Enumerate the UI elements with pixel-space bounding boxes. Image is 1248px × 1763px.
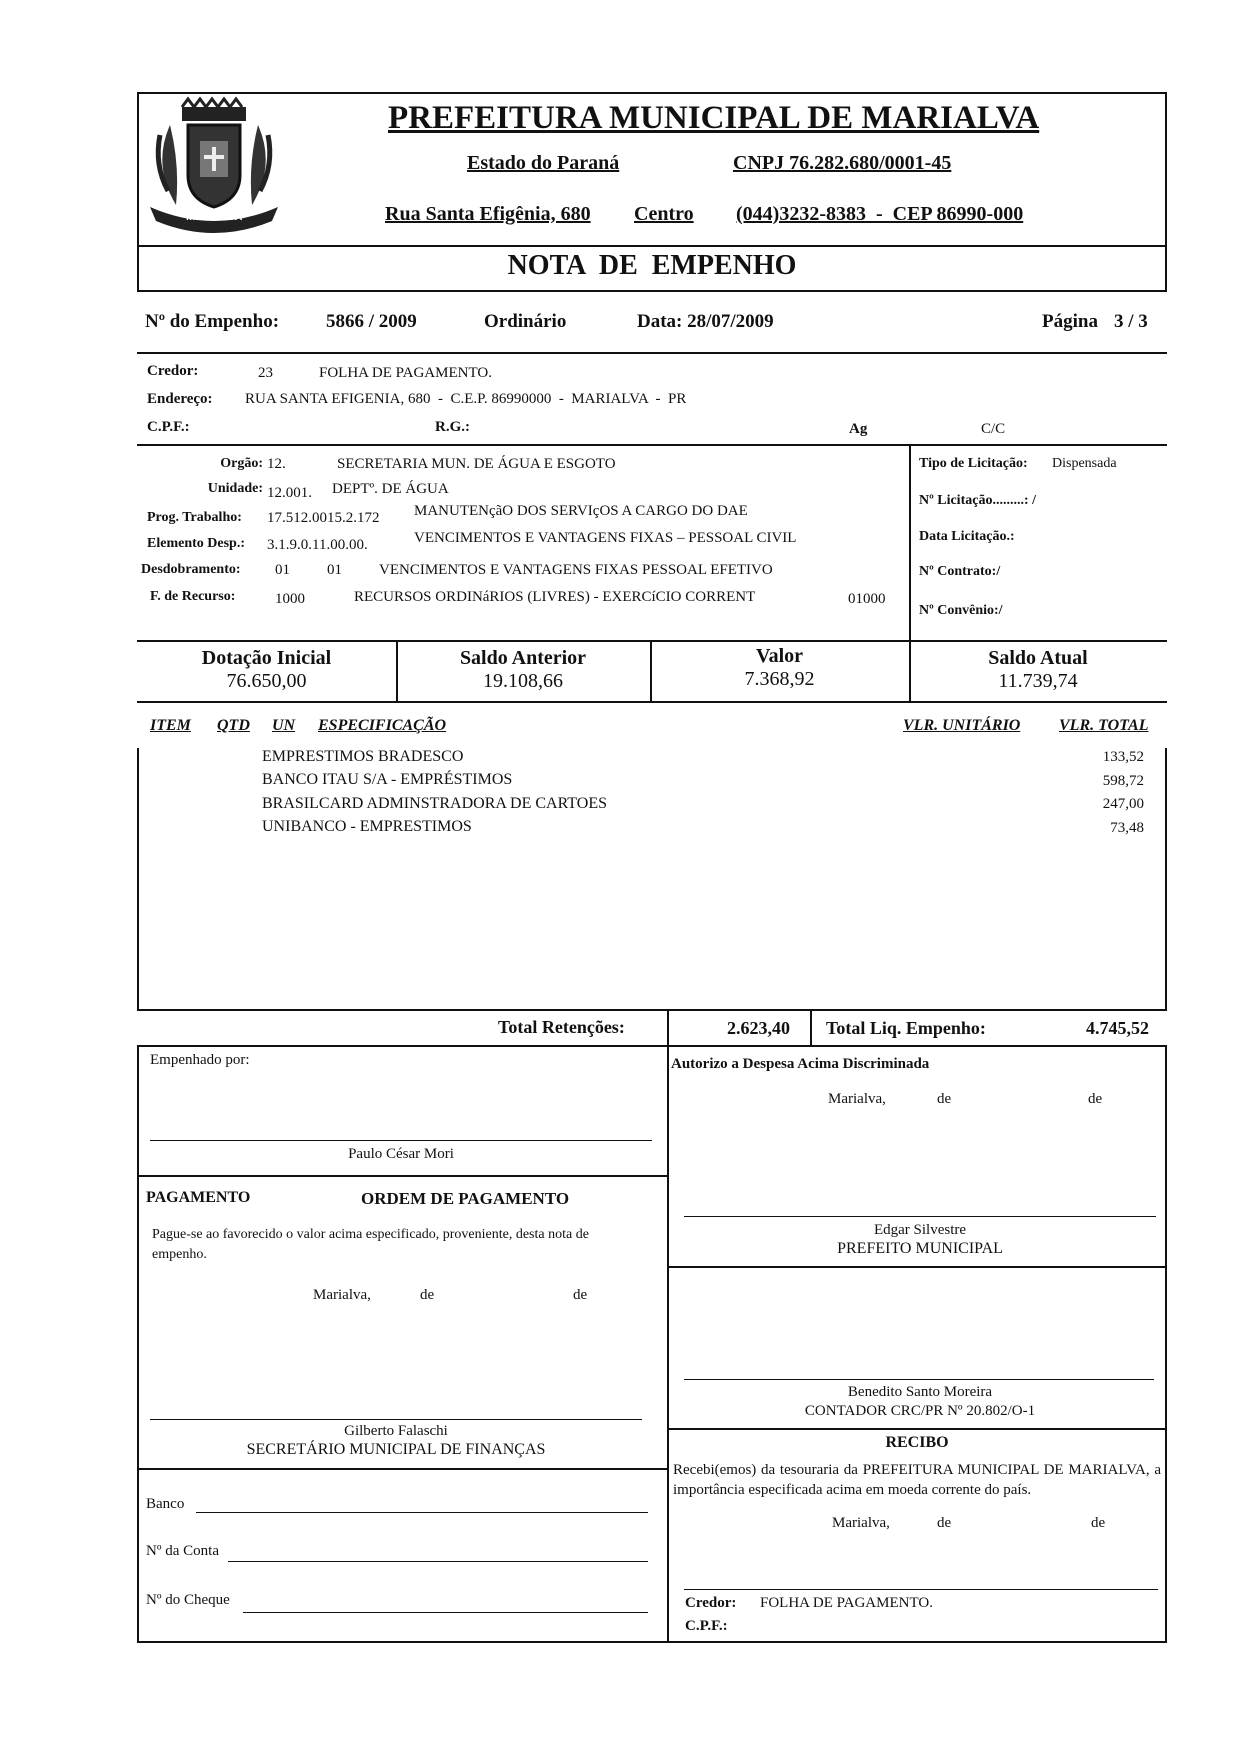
header-divider (137, 245, 1167, 247)
left-divider-2 (137, 1468, 667, 1470)
phone-cep-label: (044)3232-8383 - CEP 86990-000 (736, 203, 1024, 225)
empenho-label: Nº do Empenho: (145, 311, 280, 332)
recibo-cpf-label: C.P.F.: (685, 1618, 728, 1634)
col-qtd: QTD (217, 717, 250, 734)
cpf-label: C.P.F.: (147, 419, 190, 435)
recibo-title: RECIBO (885, 1434, 949, 1451)
col-especificacao: ESPECIFICAÇÃO (318, 717, 447, 734)
items-left-border (137, 748, 139, 1010)
estado-label: Estado do Paraná (467, 152, 620, 174)
autorizo-de-1: de (937, 1091, 952, 1107)
recurso-label: F. de Recurso: (150, 589, 236, 604)
list-item: BRASILCARD ADMINSTRADORA DE CARTOES (262, 795, 608, 812)
empenhado-por-label: Empenhado por: (150, 1052, 250, 1068)
elemento-name: VENCIMENTOS E VANTAGENS FIXAS – PESSOAL CIVIL (414, 530, 797, 546)
liq-label: Total Liq. Empenho: (826, 1018, 986, 1038)
dotacao-value: 76.650,00 (226, 670, 307, 692)
list-item-total: 73,48 (1110, 820, 1144, 836)
recibo-credor-label: Credor: (685, 1595, 737, 1611)
cheque-label: Nº do Cheque (146, 1592, 230, 1608)
list-item-total: 247,00 (1102, 796, 1144, 812)
contador-signature-line (684, 1379, 1154, 1380)
contador-nome: Benedito Santo Moreira (847, 1384, 993, 1400)
prog-trabalho-label: Prog. Trabalho: (147, 510, 242, 525)
saldo-atual-value: 11.739,74 (998, 670, 1078, 692)
footer-center-divider (667, 1045, 669, 1643)
items-right-border (1165, 748, 1167, 1010)
credor-name: FOLHA DE PAGAMENTO. (319, 365, 492, 381)
totals-bottom-line (137, 701, 1167, 703)
recibo-text: Recebi(emos) da tesouraria da PREFEITURA MUNICIPAL DE MARIALVA, a importância especificada acima em moeda corrente do país. (673, 1462, 1161, 1498)
budget-divider (909, 444, 911, 641)
prefeito-signature-line (684, 1216, 1156, 1217)
col-vlr-unitario: VLR. UNITÁRIO (903, 717, 1021, 734)
tipo-licitacao-value: Dispensada (1052, 456, 1117, 471)
credor-code: 23 (258, 365, 273, 381)
num-licitacao: Nº Licitação.........: / (919, 493, 1036, 508)
contador-cargo: CONTADOR CRC/PR Nº 20.802/O-1 (804, 1403, 1036, 1419)
prefeito-nome: Edgar Silvestre (873, 1222, 967, 1238)
ordem-pagamento-label: ORDEM DE PAGAMENTO (361, 1189, 570, 1208)
summary-bottom-line (137, 1045, 1167, 1047)
col-item: ITEM (150, 717, 191, 734)
desdobramento-code2: 01 (327, 562, 342, 578)
valor-label: Valor (755, 645, 804, 667)
document-title: NOTA DE EMPENHO (507, 250, 797, 281)
prefeitura-title: PREFEITURA MUNICIPAL DE MARIALVA (388, 100, 1040, 136)
desdobramento-label: Desdobramento: (141, 562, 241, 577)
empenhado-nome: Paulo César Mori (348, 1146, 454, 1162)
endereco-value: RUA SANTA EFIGENIA, 680 - C.E.P. 86990000 - MARIALVA - PR (245, 391, 687, 407)
endereco-label: Endereço: (147, 391, 213, 407)
rg-label: R.G.: (435, 419, 470, 435)
totals-top-line (137, 640, 1167, 642)
secretario-cargo: SECRETÁRIO MUNICIPAL DE FINANÇAS (246, 1441, 546, 1458)
recibo-credor-value: FOLHA DE PAGAMENTO. (760, 1595, 933, 1611)
autorizo-label: Autorizo a Despesa Acima Discriminada (671, 1056, 930, 1072)
secretario-signature-line (150, 1419, 642, 1420)
right-divider-1 (667, 1266, 1167, 1268)
conta-field[interactable] (228, 1561, 648, 1562)
ag-label: Ag (849, 421, 868, 437)
pagamento-de-1: de (420, 1287, 435, 1303)
cc-label: C/C (981, 421, 1006, 437)
saldo-anterior-label: Saldo Anterior (459, 647, 587, 669)
secretario-nome: Gilberto Falaschi (344, 1423, 448, 1439)
pague-se-text: Pague-se ao favorecido o valor acima especificado, proveniente, desta nota de empenho. (152, 1227, 589, 1262)
pagamento-marialva: Marialva, (313, 1287, 371, 1303)
list-item: EMPRESTIMOS BRADESCO (262, 748, 464, 765)
desdobramento-name: VENCIMENTOS E VANTAGENS FIXAS PESSOAL EFETIVO (379, 562, 773, 578)
autorizo-marialva: Marialva, (828, 1091, 886, 1107)
crest-banner-text: MARIALVA (186, 211, 243, 223)
num-convenio: Nº Convênio:/ (919, 603, 1003, 618)
empenho-type: Ordinário (484, 311, 567, 332)
recurso-name: RECURSOS ORDINáRIOS (LIVRES) - EXERCíCIO CORRENT (354, 589, 756, 605)
liq-value: 4.745,52 (1086, 1018, 1149, 1038)
valor-value: 7.368,92 (744, 668, 815, 690)
page-label: Página (1042, 311, 1098, 332)
list-item: BANCO ITAU S/A - EMPRÉSTIMOS (262, 771, 513, 788)
pagamento-label: PAGAMENTO (146, 1189, 251, 1206)
prog-trabalho-name: MANUTENçãO DOS SERVIçOS A CARGO DO DAE (414, 503, 748, 519)
recibo-signature-line (684, 1589, 1158, 1590)
municipal-crest-icon (140, 95, 288, 243)
desdobramento-code1: 01 (275, 562, 290, 578)
orgao-label: Orgão: (220, 456, 263, 471)
list-item-total: 598,72 (1102, 773, 1144, 789)
footer-left-border (137, 1045, 139, 1643)
num-contrato: Nº Contrato:/ (919, 564, 1001, 579)
col-un: UN (272, 717, 296, 734)
summary-top-line (137, 1009, 1167, 1011)
summary-sep-2 (810, 1009, 812, 1045)
prog-trabalho-code: 17.512.0015.2.172 (267, 510, 380, 526)
total-saldo-anterior (396, 647, 650, 693)
list-item-total: 133,52 (1102, 749, 1144, 765)
total-saldo-atual (909, 647, 1167, 693)
tipo-licitacao-label: Tipo de Licitação: (919, 456, 1028, 471)
prefeito-cargo: PREFEITO MUNICIPAL (837, 1240, 1003, 1257)
retencoes-label: Total Retenções: (498, 1017, 625, 1037)
unidade-code: 12.001. (267, 485, 312, 501)
credor-label: Credor: (147, 363, 199, 379)
cnpj-label: CNPJ 76.282.680/0001-45 (733, 152, 952, 174)
elemento-label: Elemento Desp.: (147, 536, 245, 551)
recibo-marialva: Marialva, (832, 1515, 890, 1531)
summary-sep-1 (667, 1009, 669, 1045)
footer-right-border (1165, 1045, 1167, 1643)
elemento-code: 3.1.9.0.11.00.00. (267, 537, 368, 553)
address-label: Rua Santa Efigênia, 680 (385, 203, 591, 225)
recibo-de-2: de (1091, 1515, 1106, 1531)
saldo-atual-label: Saldo Atual (988, 647, 1088, 669)
total-dotacao (137, 647, 396, 693)
cheque-field[interactable] (243, 1612, 648, 1613)
banco-label: Banco (146, 1496, 185, 1512)
conta-label: Nº da Conta (146, 1543, 219, 1559)
empenho-date: Data: 28/07/2009 (637, 311, 774, 332)
orgao-code: 12. (267, 456, 286, 472)
recibo-de-1: de (937, 1515, 952, 1531)
dotacao-label: Dotação Inicial (201, 647, 332, 669)
retencoes-value: 2.623,40 (727, 1018, 790, 1038)
left-divider-1 (137, 1175, 667, 1177)
centro-label: Centro (634, 203, 694, 225)
list-item: UNIBANCO - EMPRESTIMOS (262, 818, 472, 835)
recurso-code2: 01000 (848, 591, 886, 607)
col-vlr-total: VLR. TOTAL (1059, 717, 1149, 734)
empenhado-signature-line (150, 1140, 652, 1141)
info-divider (137, 352, 1167, 354)
empenho-number: 5866 / 2009 (326, 311, 417, 332)
budget-top-line (137, 444, 1167, 446)
right-divider-2 (667, 1428, 1167, 1430)
page-value: 3 / 3 (1114, 311, 1148, 332)
data-licitacao: Data Licitação.: (919, 529, 1015, 544)
unidade-label: Unidade: (207, 481, 263, 496)
orgao-name: SECRETARIA MUN. DE ÁGUA E ESGOTO (337, 456, 616, 472)
banco-field[interactable] (196, 1512, 648, 1513)
footer-bottom-line (137, 1641, 1167, 1643)
pagamento-de-2: de (573, 1287, 588, 1303)
autorizo-de-2: de (1088, 1091, 1103, 1107)
unidade-name: DEPTº. DE ÁGUA (332, 481, 449, 497)
total-valor (650, 645, 909, 691)
saldo-anterior-value: 19.108,66 (483, 670, 563, 692)
recurso-code: 1000 (275, 591, 305, 607)
